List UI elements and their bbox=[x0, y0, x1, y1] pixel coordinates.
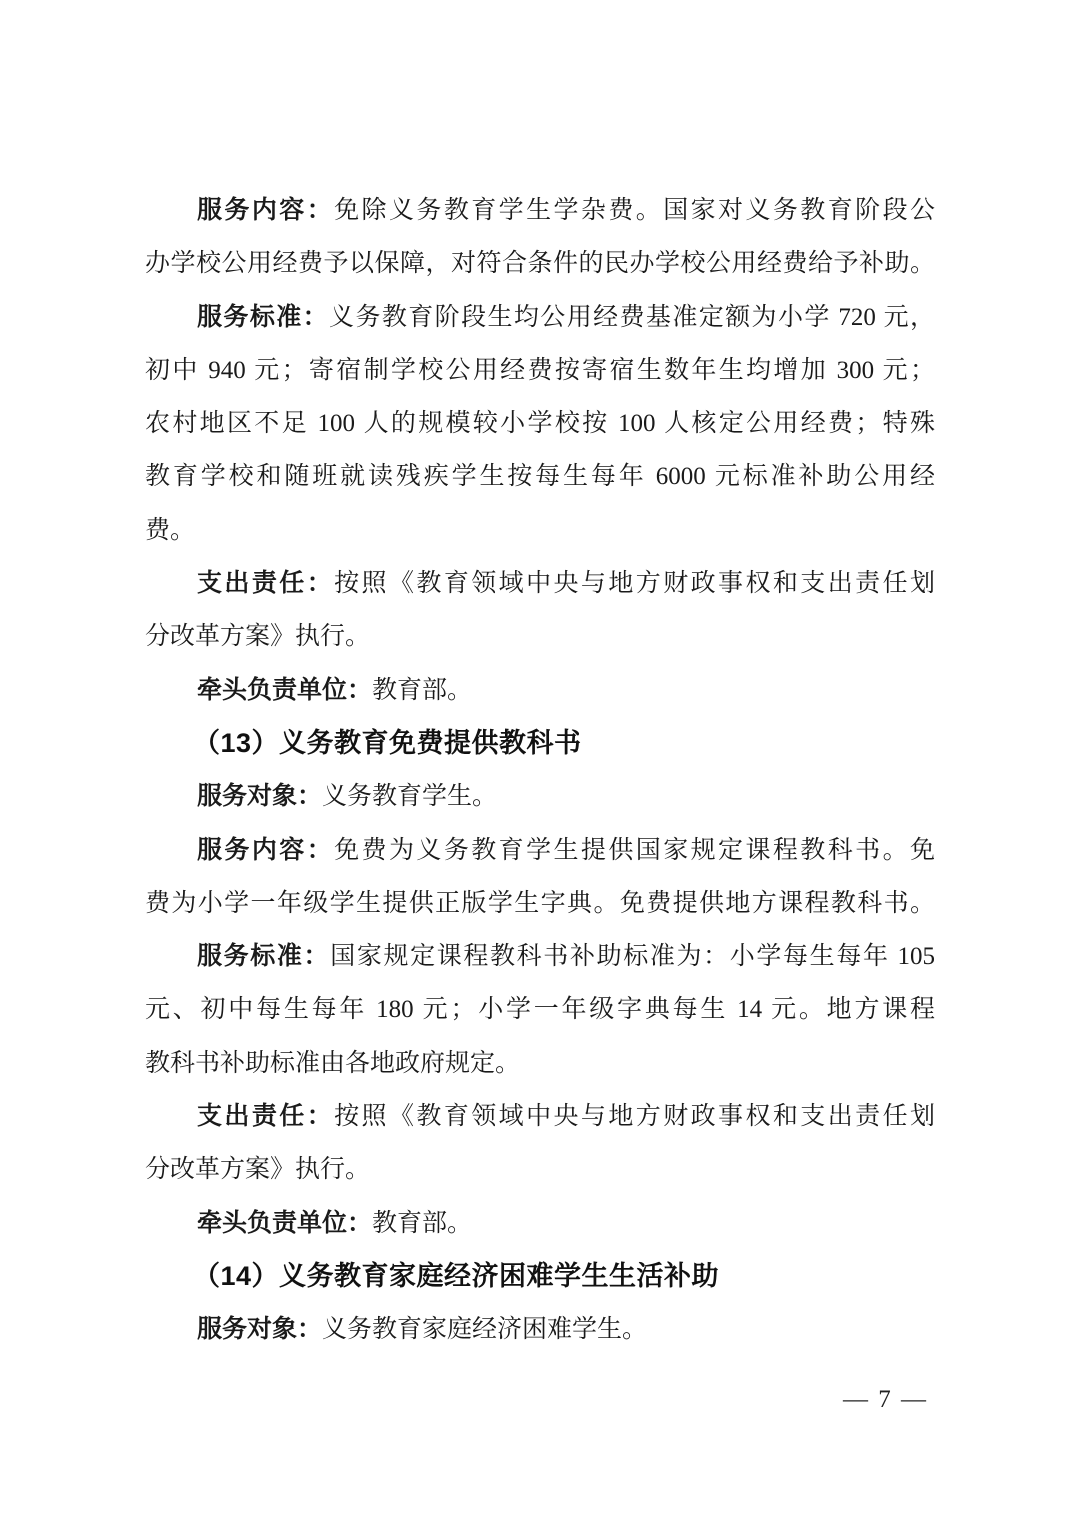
field-label: 服务内容： bbox=[197, 836, 335, 864]
text-line bbox=[145, 1197, 935, 1250]
line-text: 费。 bbox=[145, 516, 196, 544]
text-line bbox=[145, 344, 935, 397]
text-line bbox=[145, 664, 935, 717]
line-text: 按照《教育领域中央与地方财政事权和支出责任划 bbox=[334, 570, 935, 598]
line-text: 教育学校和随班就读残疾学生按每生每年 6000 元标准补助公用经 bbox=[145, 463, 935, 491]
text-line bbox=[145, 450, 935, 503]
line-text: 分改革方案》执行。 bbox=[145, 623, 371, 651]
field-label: 牵头负责单位： bbox=[197, 1209, 373, 1237]
line-text: 免费为义务教育学生提供国家规定课程教科书。免 bbox=[334, 836, 935, 864]
line-text: 农村地区不足 100 人的规模较小学校按 100 人核定公用经费；特殊 bbox=[145, 410, 935, 438]
text-line bbox=[145, 824, 935, 877]
line-text: 按照《教育领域中央与地方财政事权和支出责任划 bbox=[334, 1103, 935, 1131]
field-label: 支出责任： bbox=[197, 570, 335, 598]
section-heading-13 bbox=[145, 717, 935, 770]
line-text: 义务教育家庭经济困难学生。 bbox=[322, 1316, 648, 1344]
line-text: 免除义务教育学生学杂费。国家对义务教育阶段公 bbox=[334, 197, 935, 224]
line-text: 办学校公用经费予以保障，对符合条件的民办学校公用经费给予补助。 bbox=[145, 250, 935, 278]
line-text: 义务教育阶段生均公用经费基准定额为小学 720 元， bbox=[329, 303, 935, 331]
text-line bbox=[145, 1143, 935, 1196]
heading-text: （14）义务教育家庭经济困难学生生活补助 bbox=[193, 1260, 720, 1291]
text-line bbox=[145, 397, 935, 450]
field-label: 支出责任： bbox=[197, 1103, 335, 1131]
text-line bbox=[145, 184, 935, 237]
line-text: 教育部。 bbox=[372, 676, 473, 704]
line-text: 国家规定课程教科书补助标准为：小学每生每年 105 bbox=[330, 943, 935, 971]
line-text: 教科书补助标准由各地政府规定。 bbox=[145, 1049, 521, 1077]
field-label: 服务内容： bbox=[197, 197, 335, 224]
text-line bbox=[145, 930, 935, 983]
field-label: 牵头负责单位： bbox=[197, 676, 373, 704]
field-label: 服务对象： bbox=[197, 1316, 323, 1344]
text-line bbox=[145, 877, 935, 930]
text-line bbox=[145, 291, 935, 344]
field-label: 服务标准： bbox=[197, 943, 331, 971]
text-line bbox=[145, 770, 935, 823]
text-line bbox=[145, 983, 935, 1036]
text-line bbox=[145, 504, 935, 557]
text-line bbox=[145, 557, 935, 610]
page-number bbox=[145, 1374, 928, 1426]
line-text: 元、初中每生每年 180 元；小学一年级字典每生 14 元。地方课程 bbox=[145, 996, 935, 1024]
page-number-text: — 7 — bbox=[843, 1386, 928, 1413]
text-line bbox=[145, 610, 935, 663]
heading-text: （13）义务教育免费提供教科书 bbox=[193, 727, 582, 758]
text-line bbox=[145, 1090, 935, 1143]
field-label: 服务标准： bbox=[197, 303, 330, 331]
page-body-text bbox=[145, 184, 935, 1357]
line-text: 初中 940 元；寄宿制学校公用经费按寄宿生数年生均增加 300 元； bbox=[145, 356, 935, 384]
line-text: 分改革方案》执行。 bbox=[145, 1156, 371, 1184]
line-text: 费为小学一年级学生提供正版学生字典。免费提供地方课程教科书。 bbox=[145, 889, 935, 917]
section-heading-14 bbox=[145, 1250, 935, 1303]
field-label: 服务对象： bbox=[197, 783, 323, 811]
line-text: 教育部。 bbox=[372, 1209, 473, 1237]
text-line bbox=[145, 237, 935, 290]
line-text: 义务教育学生。 bbox=[322, 783, 498, 811]
text-line bbox=[145, 1303, 935, 1356]
text-line bbox=[145, 1037, 935, 1090]
